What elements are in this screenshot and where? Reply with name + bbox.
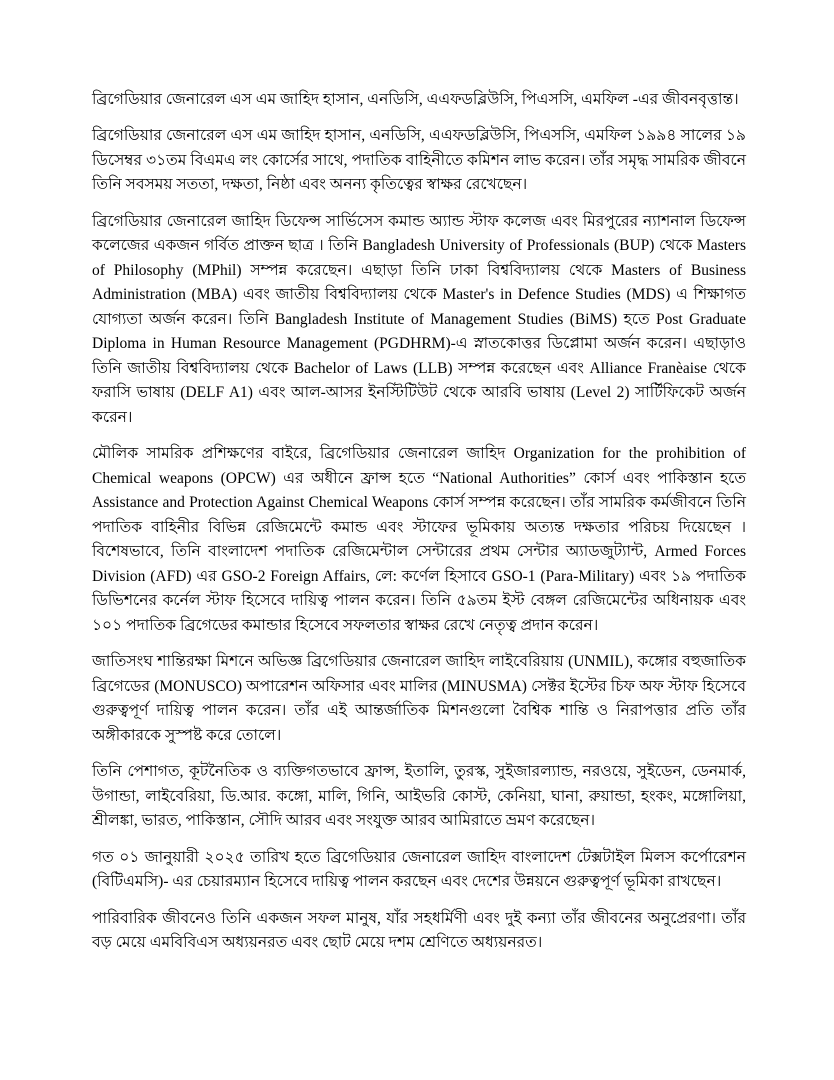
paragraph-education: ব্রিগেডিয়ার জেনারেল জাহিদ ডিফেন্স সার্ভিসেস কমান্ড অ্যান্ড স্টাফ কলেজ এবং মিরপুরের ন্যাশনাল ডিফেন্স কলেজের একজন গর্বিত প্রাক্তন ছাত্র । তিনি Bangladesh University of Professionals (BUP) থেকে Masters of Philosophy (MPhil) সম্পন্ন করেছেন। এছাড়া তিনি ঢাকা বিশ্ববিদ্যালয় থেকে Masters of Business Administration (MBA) এবং জাতীয় বিশ্ববিদ্যালয় থেকে Master's in Defence Studies (MDS) এ শিক্ষাগত যোগ্যতা অর্জন করেন। তিনি Bangladesh Institute of Management Studies (BiMS) হতে Post Graduate Diploma in Human Resource Management (PGDHRM)-এ স্নাতকোত্তর ডিপ্লোমা অর্জন করেন। এছাড়াও তিনি জাতীয় বিশ্ববিদ্যালয় থেকে Bachelor of Laws (LLB) সম্পন্ন করেছেন এবং Alliance Franèaise থেকে ফরাসি ভাষায় (DELF A1) এবং আল-আসর ইনস্টিটিউট থেকে আরবি ভাষায় (Level 2) সার্টিফিকেট অর্জন করেন। xyxy=(92,212,746,426)
paragraph-un-missions: জাতিসংঘ শান্তিরক্ষা মিশনে অভিজ্ঞ ব্রিগেডিয়ার জেনারেল জাহিদ লাইবেরিয়ায় (UNMIL), কঙ্গোর বহুজাতিক ব্রিগেডের (MONUSCO) অপারেশন অফিসার এবং মালির (MINUSMA) সেক্টর ইস্টের চিফ অফ স্টাফ হিসেবে গুরুত্বপূর্ণ দায়িত্ব পালন করেন। তাঁর এই আন্তর্জাতিক মিশনগুলো বৈশ্বিক শান্তি ও নিরাপত্তার প্রতি তাঁর অঙ্গীকারকে সুস্পষ্ট করে তোলে। xyxy=(92,653,746,744)
document-content xyxy=(92,88,746,968)
paragraph-family: পারিবারিক জীবনেও তিনি একজন সফল মানুষ, যাঁর সহধর্মিণী এবং দুই কন্যা তাঁর জীবনের অনুপ্রেরণা। তাঁর বড় মেয়ে এমবিবিএস অধ্যয়নরত এবং ছোট মেয়ে দশম শ্রেণিতে অধ্যয়নরত। xyxy=(92,909,746,951)
paragraph-travels: তিনি পেশাগত, কূটনৈতিক ও ব্যক্তিগতভাবে ফ্রান্স, ইতালি, তুরস্ক, সুইজারল্যান্ড, নরওয়ে, সুইডেন, ডেনমার্ক, উগান্ডা, লাইবেরিয়া, ডি.আর. কঙ্গো, মালি, গিনি, আইভরি কোস্ট, কেনিয়া, ঘানা, রুয়ান্ডা, হংকং, মঙ্গোলিয়া, শ্রীলঙ্কা, ভারত, পাকিস্তান, সৌদি আরব এবং সংযুক্ত আরব আমিরাতে ভ্রমণ করেছেন। xyxy=(92,763,746,829)
document-title: ব্রিগেডিয়ার জেনারেল এস এম জাহিদ হাসান, এনডিসি, এএফডব্লিউসি, পিএসসি, এমফিল -এর জীবনবৃত্তান্ত। xyxy=(92,91,739,108)
paragraph-commission: ব্রিগেডিয়ার জেনারেল এস এম জাহিদ হাসান, এনডিসি, এএফডব্লিউসি, পিএসসি, এমফিল ১৯৯৪ সালের ১৯ ডিসেম্বর ৩১তম বিএমএ লং কোর্সের সাথে, পদাতিক বাহিনীতে কমিশন লাভ করেন। তাঁর সমৃদ্ধ সামরিক জীবনে তিনি সবসময় সততা, দক্ষতা, নিষ্ঠা এবং অনন্য কৃতিত্বের স্বাক্ষর রেখেছেন। xyxy=(92,127,746,193)
paragraph-current-role: গত ০১ জানুয়ারী ২০২৫ তারিখ হতে ব্রিগেডিয়ার জেনারেল জাহিদ বাংলাদেশ টেক্সটাইল মিলস কর্পোরেশন (বিটিএমসি)- এর চেয়ারম্যান হিসেবে দায়িত্ব পালন করছেন এবং দেশের উন্নয়নে গুরুত্বপূর্ণ ভূমিকা রাখছেন। xyxy=(92,848,746,890)
paragraph-military-career: মৌলিক সামরিক প্রশিক্ষণের বাইরে, ব্রিগেডিয়ার জেনারেল জাহিদ Organization for the prohibition of Chemical weapons (OPCW) এর অধীনে ফ্রান্স হতে “National Authorities” কোর্স এবং পাকিস্তান হতে Assistance and Protection Against Chemical Weapons কোর্স সম্পন্ন করেছেন। তাঁর সামরিক কর্মজীবনে তিনি পদাতিক বাহিনীর বিভিন্ন রেজিমেন্টে কমান্ড এবং স্টাফের ভূমিকায় অত্যন্ত দক্ষতার পরিচয় দিয়েছেন । বিশেষভাবে, তিনি বাংলাদেশ পদাতিক রেজিমেন্টাল সেন্টারের প্রথম সেন্টার অ্যাডজুট্যান্ট, Armed Forces Division (AFD) এর GSO-2 Foreign Affairs, লে: কর্ণেল হিসাবে GSO-1 (Para-Military) এবং ১৯ পদাতিক ডিভিশনের কর্নেল স্টাফ হিসেবে দায়িত্ব পালন করেন। তিনি ৫৯তম ইস্ট বেঙ্গল রেজিমেন্টের অধিনায়ক এবং ১০১ পদাতিক ব্রিগেডের কমান্ডার হিসেবে সফলতার স্বাক্ষর রেখে নেতৃত্ব প্রদান করেন। xyxy=(92,445,746,634)
